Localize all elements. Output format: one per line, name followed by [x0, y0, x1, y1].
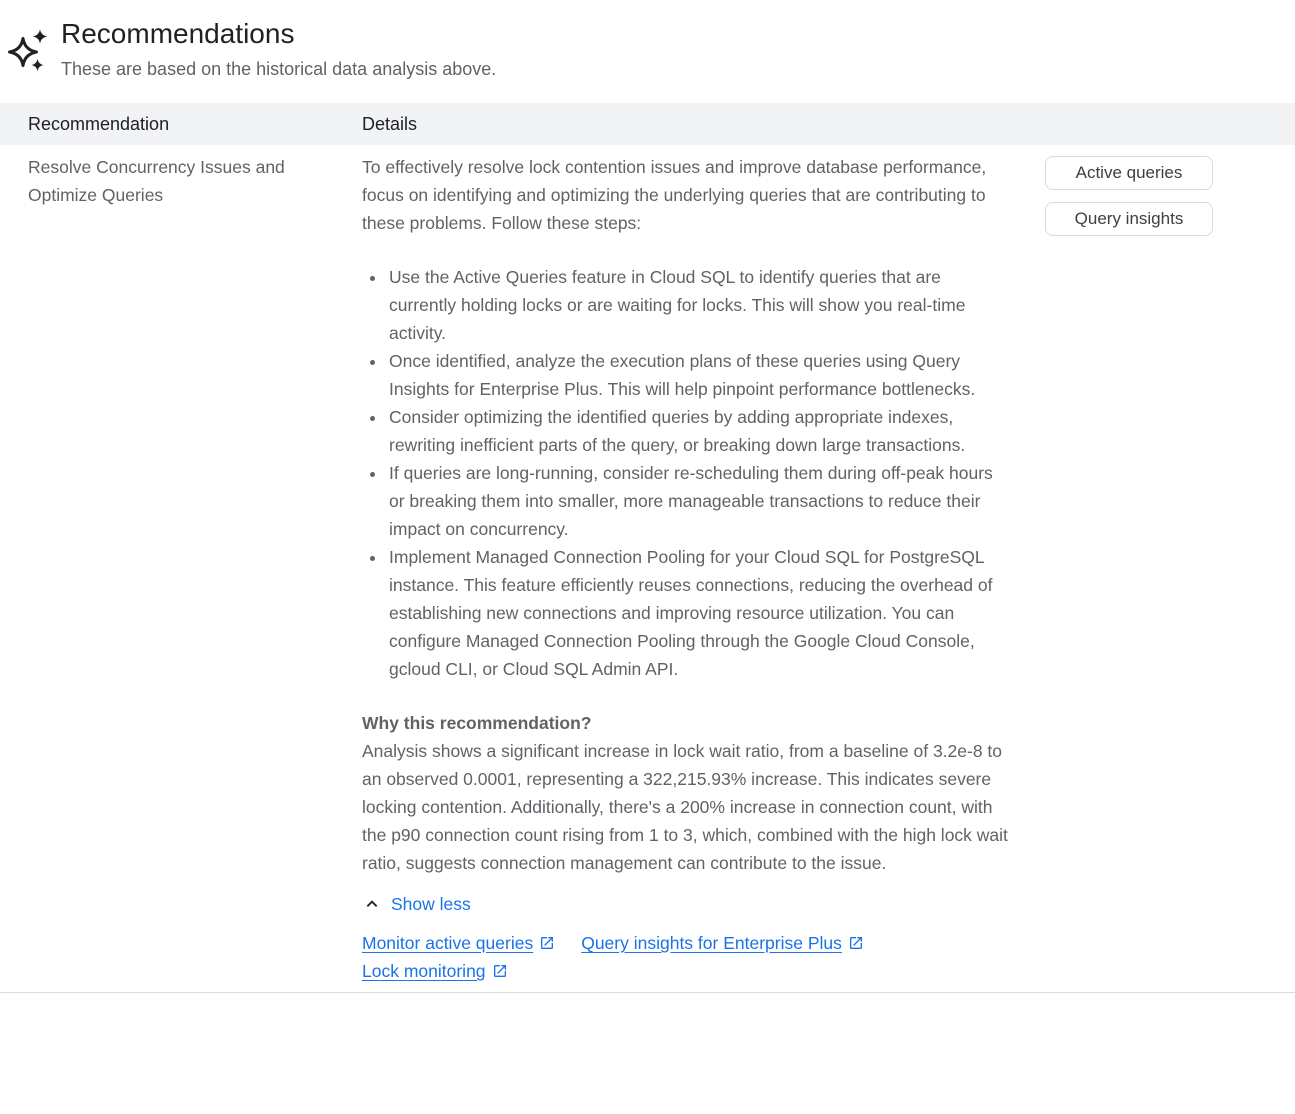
page-subtitle: These are based on the historical data analysis above. — [61, 59, 497, 79]
link-lock-monitoring[interactable]: Lock monitoring — [362, 957, 508, 985]
show-less-label: Show less — [391, 894, 471, 914]
external-link-icon — [848, 935, 864, 951]
gemini-sparkle-icon — [8, 28, 48, 82]
show-less-button[interactable] — [362, 892, 471, 916]
table-header-row — [0, 103, 1295, 145]
link-query-insights-enterprise-plus[interactable]: Query insights for Enterprise Plus — [581, 929, 864, 957]
documentation-links — [362, 929, 1010, 985]
recommendation-title: Resolve Concurrency Issues and Optimize Queries — [28, 157, 285, 205]
details-bullet-list — [362, 263, 1010, 683]
panel-header-text — [61, 18, 496, 81]
details-cell — [362, 153, 1045, 985]
link-monitor-active-queries[interactable]: Monitor active queries — [362, 929, 555, 957]
page-title: Recommendations — [61, 18, 295, 49]
bullet-item: • Once identified, analyze the execution plans of these queries using Query Insights for Enterprise Plus. This will help pinpoint performance bottlenecks. — [387, 347, 1010, 403]
recommendations-table — [0, 103, 1295, 993]
panel-header — [0, 0, 1295, 82]
column-header-recommendation: Recommendation — [28, 114, 170, 134]
details-intro: To effectively resolve lock contention issues and improve database performance, focus on identifying and optimizing the underlying queries that are contributing to these problems. Follow these steps: — [362, 157, 987, 233]
why-recommendation-heading: Why this recommendation? — [362, 713, 592, 733]
active-queries-button[interactable]: Active queries — [1045, 156, 1213, 190]
actions-cell — [1045, 153, 1213, 236]
bullet-item: • Consider optimizing the identified queries by adding appropriate indexes, rewriting inefficient parts of the query, or breaking down large transactions. — [387, 403, 1010, 459]
table-row — [0, 145, 1295, 993]
external-link-icon — [539, 935, 555, 951]
column-header-details: Details — [362, 114, 418, 134]
chevron-up-icon — [362, 894, 382, 914]
external-link-icon — [492, 963, 508, 979]
query-insights-button[interactable]: Query insights — [1045, 202, 1213, 236]
bullet-item: • Use the Active Queries feature in Cloud SQL to identify queries that are currently holding locks or are waiting for locks. This will show you real-time activity. — [387, 263, 1010, 347]
bullet-item: • If queries are long-running, consider re-scheduling them during off-peak hours or breaking them into smaller, more manageable transactions to reduce their impact on concurrency. — [387, 459, 1010, 543]
why-recommendation-text: Analysis shows a significant increase in lock wait ratio, from a baseline of 3.2e-8 to an observed 0.0001, representing a 322,215.93% increase. This indicates severe locking contention. Additionally, there's a 200% increase in connection count, with the p90 connection count rising from 1 to 3, which, combined with the high lock wait ratio, suggests connection management can contribute to the issue. — [362, 741, 1008, 873]
bullet-item: • Implement Managed Connection Pooling for your Cloud SQL for PostgreSQL instance. This feature efficiently reuses connections, reducing the overhead of establishing new connections and improving resource utilization. You can configure Managed Connection Pooling through the Google Cloud Console, gcloud CLI, or Cloud SQL Admin API. — [387, 543, 1010, 683]
